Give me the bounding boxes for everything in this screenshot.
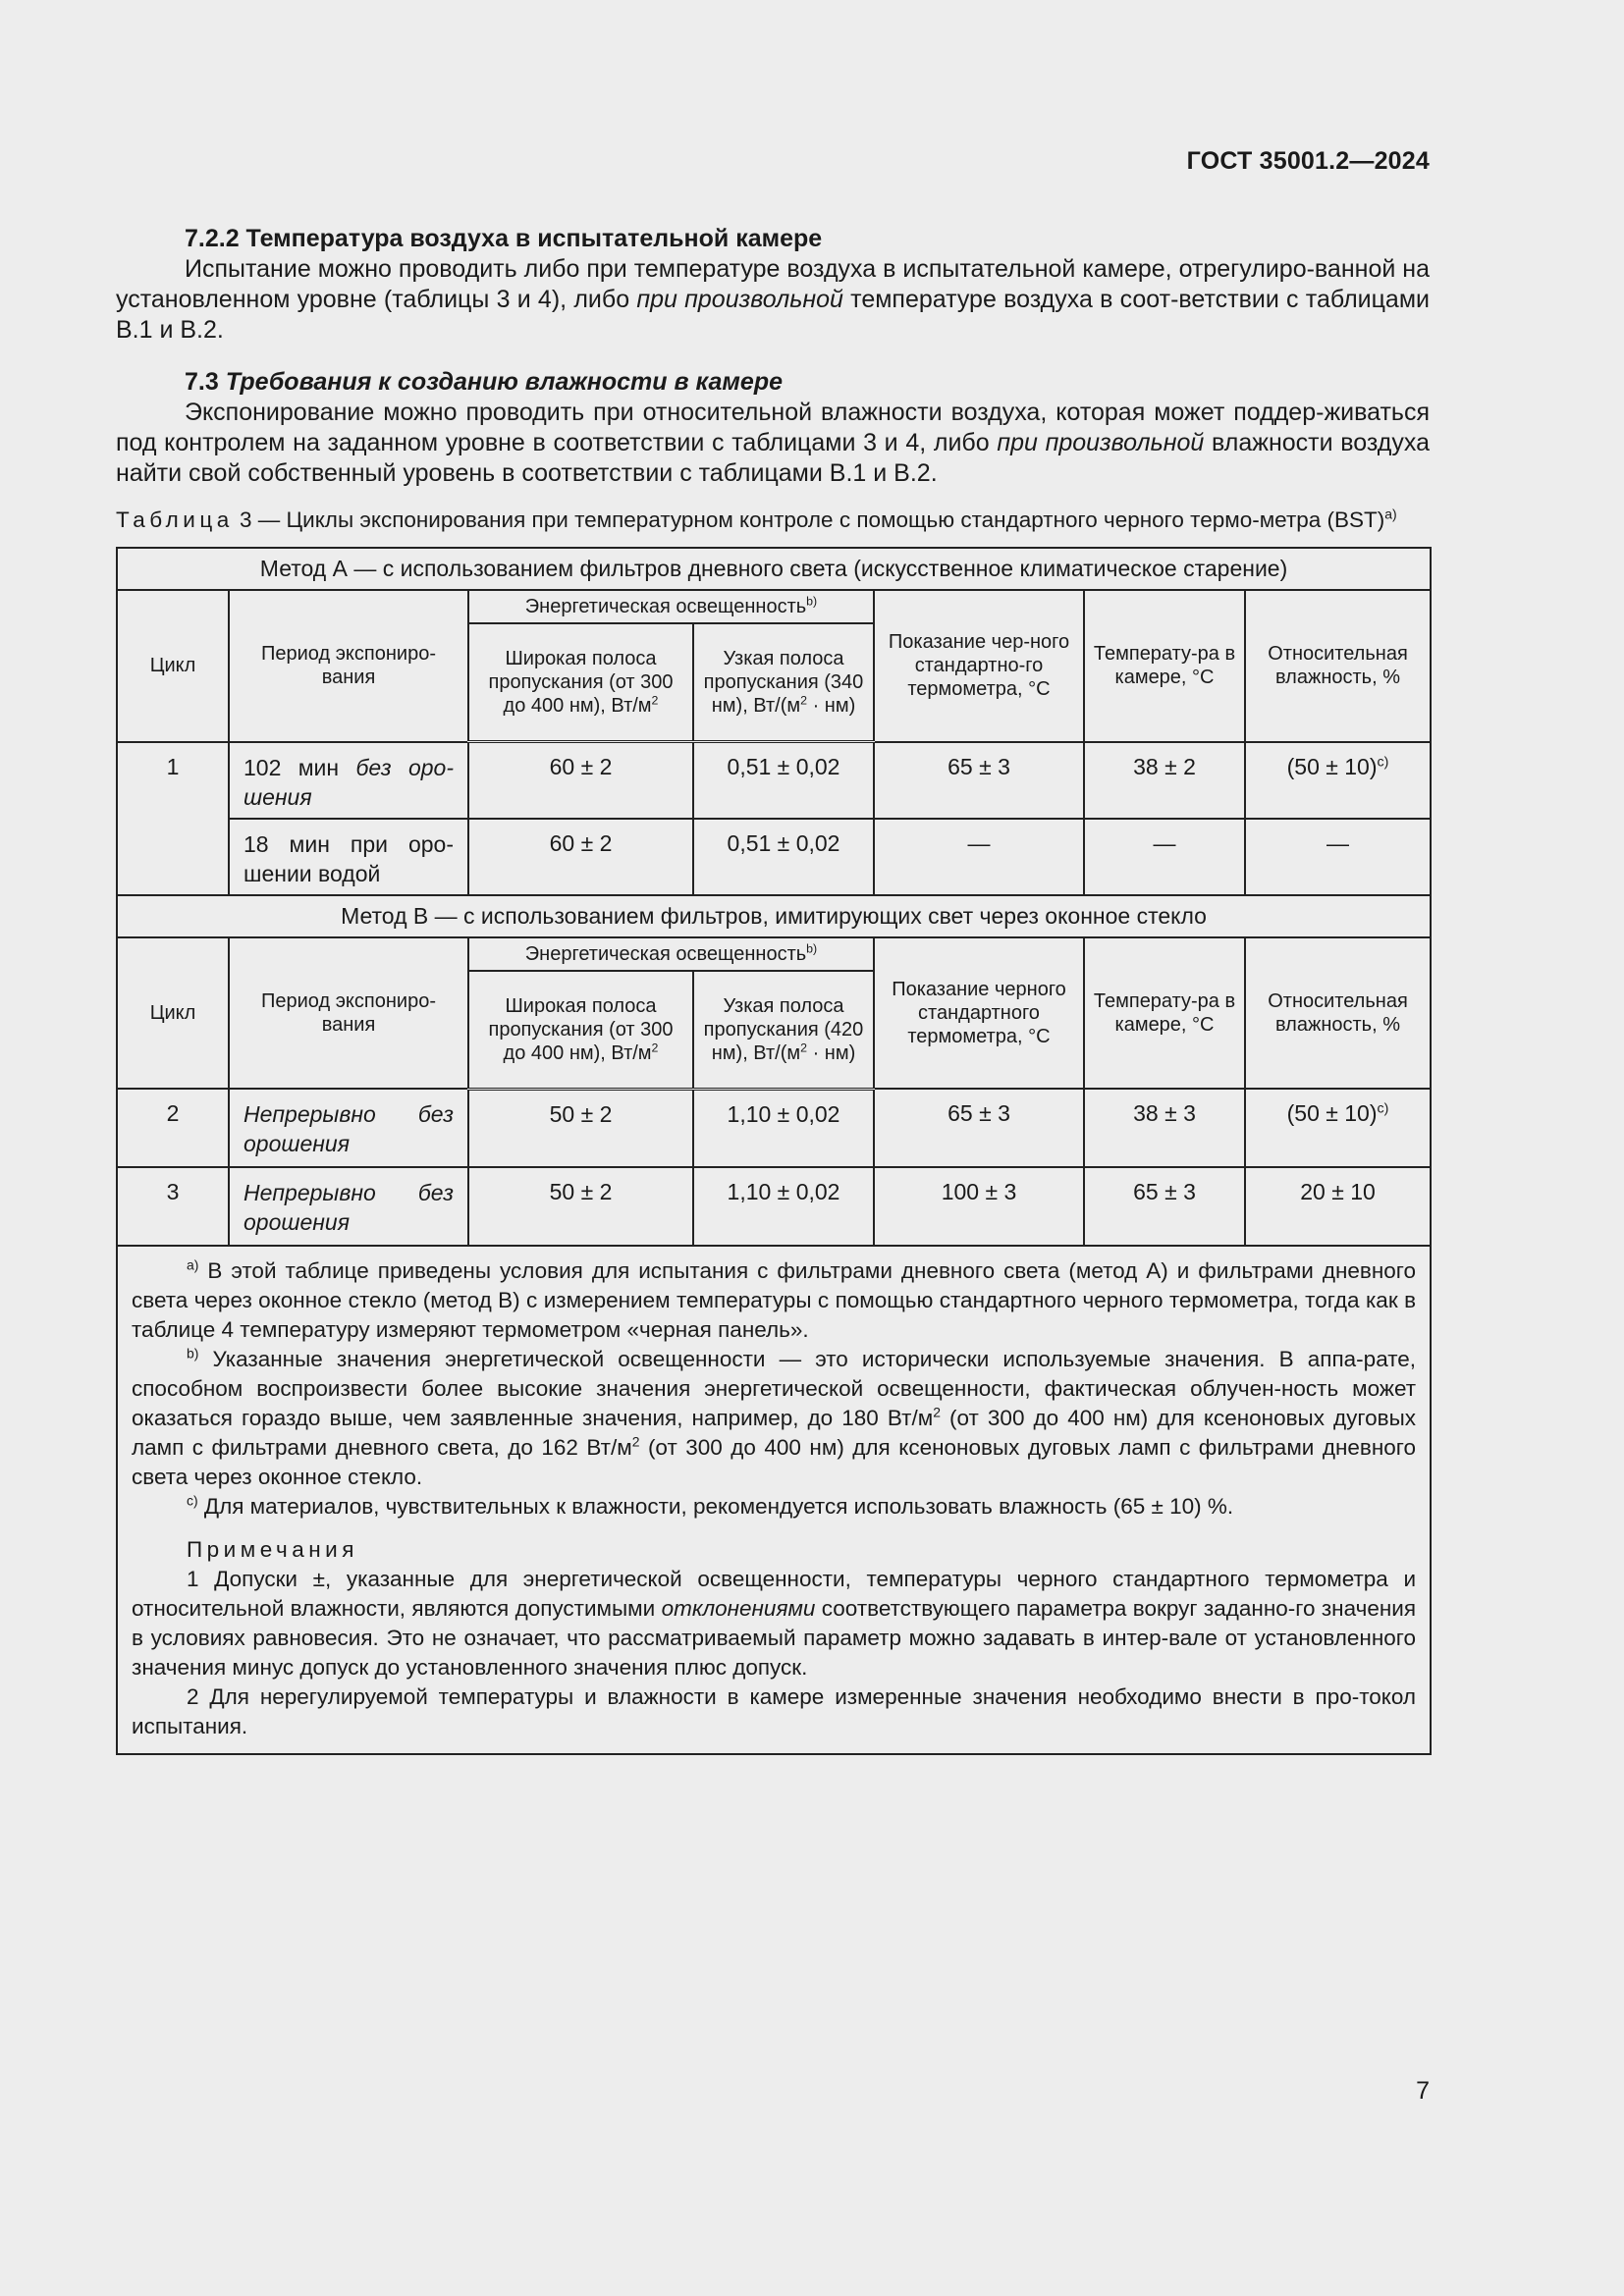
footnote-text: (от 300 до 400 нм) для ксеноновых дуговых ламп с фильтрами дневного света, до 162 Вт/м [132,1406,1417,1460]
header-cycle: Цикл [117,590,229,742]
text-run: Испытание можно проводить либо при температуре воздуха в испытательной камере, отрегулиро-ванной на установленном уровне (таблицы 3 и 4), либо [116,255,1430,313]
cell-bst: 65 ± 3 [874,1089,1084,1167]
note-text: 1 Допуски ±, указанные для энергетической освещенности, температуры черного стандартного термометра и относительной влажности, являются допустимыми [132,1567,1417,1621]
header-chamber-temp: Температу-ра в камере, °С [1084,590,1245,742]
footnote-text: (от 300 до 400 нм) для ксеноновых дуговых ламп с фильтрами дневного света через оконное стекло. [132,1435,1417,1489]
cell-cycle: 3 [117,1167,229,1246]
header-narrowband [693,623,874,742]
header-broadband [468,971,693,1090]
section-number: 7.3 [185,368,226,396]
cell-cycle: 2 [117,1089,229,1167]
cell-chamber-temp: 38 ± 2 [1084,742,1245,819]
footnotes-cell [117,1246,1431,1754]
table-row [117,819,1431,895]
exposure-cycles-table [116,547,1432,1755]
italic-run: при произвольной [997,429,1205,456]
page-number: 7 [1416,2077,1430,2105]
italic-run: без оро-шения [244,754,454,810]
text-run: температуре воздуха в соот-ветствии с таблицами В.1 и В.2. [116,286,1430,344]
cell-broadband: 60 ± 2 [468,819,693,895]
table-row [117,1089,1431,1167]
header-broadband [468,623,693,742]
cell-period [229,1089,468,1167]
section-7-3-text [116,398,1430,489]
text-run: 102 мин [244,754,356,780]
cell-narrowband: 0,51 ± 0,02 [693,819,874,895]
header-rh: Относительная влажность, % [1245,937,1431,1090]
section-7-2-2-title: 7.2.2 Температура воздуха в испытательной камере [185,225,823,252]
cell-rh: 20 ± 10 [1245,1167,1431,1246]
cell-bst: — [874,819,1084,895]
italic-run: Непрерывно без орошения [244,1180,454,1235]
footnote-ref: b) [806,594,818,609]
table-row [117,742,1431,819]
cell-period [229,742,468,819]
header-narrowband-unit: · нм) [807,695,856,717]
section-7-3-title [185,367,1430,398]
header-irradiance-label: Энергетическая освещенность [524,596,807,617]
header-irradiance [468,590,874,623]
text-run: Экспонирование можно проводить при относительной влажности воздуха, которая может поддер-живаться под контролем на заданном уровне в соответствии с таблицами 3 и 4, либо [116,399,1430,456]
note-1 [132,1565,1416,1682]
cell-broadband: 50 ± 2 [468,1089,693,1167]
header-broadband-label: Широкая полоса пропускания (от 300 до 400 нм), Вт/м [488,648,674,717]
header-cycle: Цикл [117,937,229,1090]
header-bst: Показание чер-ного стандартно-го термометра, °С [874,590,1084,742]
header-row [117,937,1431,971]
cell-bst: 65 ± 3 [874,742,1084,819]
method-a-row [117,548,1431,590]
cell-rh: — [1245,819,1431,895]
text-run: влажности воздуха найти свой собственный уровень в соответствии с таблицами В.1 и В.2. [116,429,1431,487]
table-caption-text: 3 — Циклы экспонирования при температурном контроле с помощью стандартного черного термо-метра (BST) [233,507,1385,532]
header-period: Период экспониро-вания [229,590,468,742]
cell-narrowband: 0,51 ± 0,02 [693,742,874,819]
italic-run: при произвольной [636,286,843,313]
superscript: 2 [631,1433,640,1450]
table-caption [116,507,1430,533]
method-b-row [117,895,1431,937]
cell-narrowband: 1,10 ± 0,02 [693,1089,874,1167]
footnote-ref: c) [1377,1100,1389,1117]
header-narrowband [693,971,874,1090]
header-period: Период экспониро-вания [229,937,468,1090]
header-bst: Показание черного стандартного термометра, °С [874,937,1084,1090]
cell-rh-value: (50 ± 10) [1286,1100,1378,1126]
header-narrowband-unit: · нм) [807,1041,856,1064]
superscript: 2 [933,1404,941,1420]
cell-chamber-temp: 65 ± 3 [1084,1167,1245,1246]
superscript: 2 [651,1040,659,1054]
footnote-c [132,1492,1416,1522]
header-narrowband-label: Узкая полоса пропускания (420 нм), Вт/(м [703,994,864,1064]
italic-run: Непрерывно без орошения [244,1101,454,1156]
section-title-italic: Требования к созданию влажности в камере [225,368,783,396]
superscript: 2 [651,693,659,708]
footnote-mark: c) [187,1492,198,1509]
footnote-mark: a) [187,1256,199,1273]
cell-rh [1245,742,1431,819]
cell-cycle: 1 [117,742,229,895]
superscript: 2 [800,693,808,708]
footnote-ref: a) [1384,506,1397,522]
header-irradiance-label: Энергетическая освещенность [524,942,807,965]
cell-broadband: 50 ± 2 [468,1167,693,1246]
cell-broadband: 60 ± 2 [468,742,693,819]
header-irradiance [468,937,874,971]
footnotes-row [117,1246,1431,1754]
header-rh: Относительная влажность, % [1245,590,1431,742]
cell-chamber-temp: 38 ± 3 [1084,1089,1245,1167]
footnote-a [132,1256,1416,1345]
method-a-title: Метод А — с использованием фильтров дневного света (искусственное климатическое старение) [117,548,1431,590]
italic-run: отклонениями [661,1596,816,1621]
header-broadband-label: Широкая полоса пропускания (от 300 до 400 нм), Вт/м [488,994,674,1064]
cell-rh [1245,1089,1431,1167]
superscript: 2 [800,1040,808,1054]
table-caption-label: Таблица [116,507,234,532]
footnote-text: Для материалов, чувствительных к влажности, рекомендуется использовать влажность (65 ± 10) %. [197,1494,1234,1519]
note-2: 2 Для нерегулируемой температуры и влажности в камере измеренные значения необходимо внести в про-токол испытания. [132,1684,1417,1738]
notes-title: Примечания [187,1537,358,1562]
cell-period [229,1167,468,1246]
note-text: соответствующего параметра вокруг заданно-го значения в условиях равновесия. Это не означает, что рассматриваемый параметр можно задавать в интер-вале от установленного значения минус допуск до установленного значения плюс допуск. [132,1596,1417,1680]
cell-period: 18 мин при оро-шении водой [229,819,468,895]
footnote-mark: b) [187,1345,199,1362]
header-chamber-temp: Температу-ра в камере, °С [1084,937,1245,1090]
cell-rh-value: (50 ± 10) [1286,753,1378,779]
cell-bst: 100 ± 3 [874,1167,1084,1246]
footnote-b [132,1345,1416,1492]
page-content [116,224,1430,1755]
document-header: ГОСТ 35001.2—2024 [1186,147,1430,175]
method-b-title: Метод В — с использованием фильтров, имитирующих свет через оконное стекло [117,895,1431,937]
footnote-ref: b) [806,940,818,955]
footnote-text: В этой таблице приведены условия для испытания с фильтрами дневного света (метод А) и фильтрами дневного света через оконное стекло (метод В) с измерением температуры с помощью стандартного черного термометра, тогда как в таблице 4 температуру измеряют термометром «черная панель». [132,1258,1417,1342]
footnote-text: Указанные значения энергетической освещенности — это исторически используемые значения. В аппа-рате, способном воспроизвести более высокие значения энергетической освещенности, фактическая облучен-ность может оказаться гораздо выше, чем заявленные значения, например, до 180 Вт/м [132,1347,1417,1430]
header-row [117,590,1431,623]
cell-chamber-temp: — [1084,819,1245,895]
header-narrowband-label: Узкая полоса пропускания (340 нм), Вт/(м [703,648,864,717]
table-row [117,1167,1431,1246]
section-7-2-2-text [116,254,1430,346]
cell-narrowband: 1,10 ± 0,02 [693,1167,874,1246]
footnote-ref: c) [1377,753,1389,770]
